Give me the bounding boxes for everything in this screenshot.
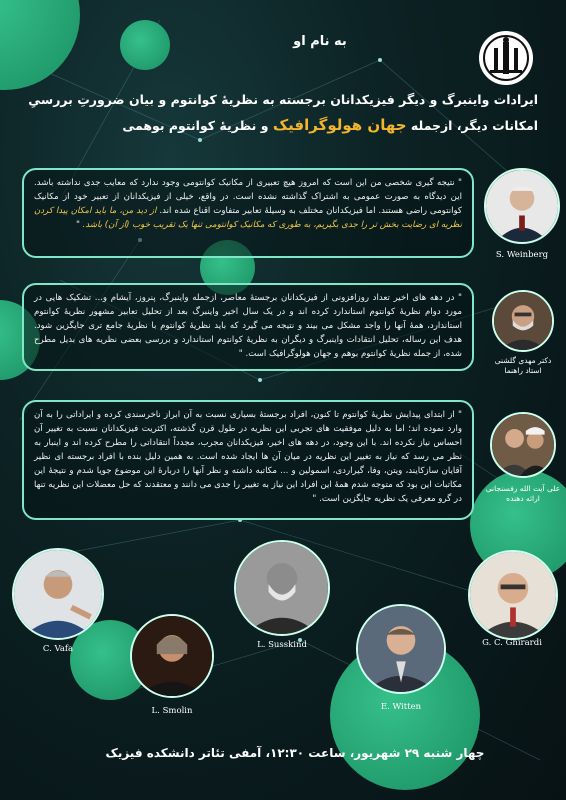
caption-vafa: C. Vafa xyxy=(42,644,74,654)
quote-weinberg-text: " نتیجه گیری شخصی من این است که امروز هیچ تعبیری از مکانیک کوانتومی وجود ندارد که معایب جدی نداشته باشد. این دیدگاه به صورت عمومی به اشتراک گذاشته نشده است. در واقع، خیلی از فیزیکدانان از تعبیر خود از مکانیک کوانتومی راضی هستند. اما فیزیکدانان مختلف به وسیلۀ تعابیر متفاوت اقناع شده اند. xyxy=(34,178,463,216)
caption-susskind: L. Susskind xyxy=(257,640,307,650)
portrait-golshani xyxy=(492,290,554,352)
caption-golshani-name: دکتر مهدی گلشنی xyxy=(494,356,552,365)
caption-rafsanjani-name: علی آیت الله رفسنجانی xyxy=(485,484,561,493)
caption-smolin: L. Smolin xyxy=(151,706,193,716)
portrait-witten xyxy=(356,604,446,694)
title-highlight: جهان هولوگرافیک xyxy=(272,116,407,134)
title-line-2-suffix: و نظریۀ کوانتوم بوهمی xyxy=(122,118,269,133)
caption-golshani-role: استاد راهنما xyxy=(504,366,542,375)
portrait-weinberg xyxy=(484,168,560,244)
quote-weinberg xyxy=(22,168,474,258)
title-line-1: ایرادات واینبرگ و دیگر فیزیکدانان برجسته به نظریۀ کوانتوم و بیان ضرورتِ بررسیِ xyxy=(28,92,538,107)
bismillah: به نام او xyxy=(293,34,347,49)
quote-rafsanjani: " از ابتدای پیدایش نظریۀ کوانتوم تا کنون، افراد برجستۀ بسیاری نسبت به آن ابراز ناخرسندی کرده و ایراداتی را به آن وارد نموده اند؛ اما به دلیل موفقیت های تجربی این نظریه در طول قرن گذشته، اکثریت فیزیکدانان نسبت به تغییر آن احساس نیاز نکرده اند. با این وجود، در دهه های اخیر، فیزیکدانان مجرب، مجدداً انتقاداتی را مطرح کرده اند و اینبار به نظر می رسد که نیاز به تغییر این نظریه در میان آن ها ایجاد شده است. به همین دلیل بنده با افراد برجسته ای نظیر آقایان سازکایند، ویتن، وفا، گیراردی، اسمولین و ... مکاتبه داشته و نظر آنها را دربارۀ این موضوع جویا شدم و نتیجۀ این مکاتبات این بود که متوجه شدم همۀ این افراد این نیاز به تغییر را جدی می دانند و معتقدند که حل معضلات این نظریه تنها در گرو معرفی یک نظریه جایگزین است. " xyxy=(22,400,474,520)
quote-golshani: " در دهه های اخیر تعداد روزافزونی از فیزیکدانان برجستۀ معاصر، ازجمله واینبرگ، پنروز، آیشام و... تشکیک هایی در مورد دوام نظریۀ کوانتوم استاندارد کرده اند و در یک سال اخیر واینبرگ بعد از تحلیل تعابیر مشهور نظریۀ کوانتوم استاندارد، همۀ آنها را واجد مشکل می بیند و نتیجه می گیرد که باید نظریۀ کوانتوم با نظریۀ جامع تری جایگزین شود. هدف این رساله، تحلیل انتقادات واینبرگ و دیگران به نظریۀ کوانتوم استاندارد و بررسی بعضی نظریه های بدیل مطرح شده، از جمله نظریۀ کوانتوم بوهم و جهان هولوگرافیک است. " xyxy=(22,283,474,371)
title-line-2 xyxy=(18,116,538,134)
quote-weinberg-end: " xyxy=(75,220,80,230)
caption-ghirardi: G. C. Ghirardi xyxy=(482,638,542,648)
caption-witten: E. Witten xyxy=(380,702,422,712)
university-logo xyxy=(478,30,534,86)
event-info: چهار شنبه ۲۹ شهریور، ساعت ۱۲:۳۰، آمفی تئاتر دانشکده فیزیک xyxy=(105,746,485,760)
title-line-2-prefix: امکانات دیگر، ازجمله xyxy=(410,118,538,133)
caption-golshani xyxy=(486,356,560,376)
portrait-susskind xyxy=(234,540,330,636)
portrait-vafa xyxy=(12,548,104,640)
portrait-smolin xyxy=(130,614,214,698)
portrait-rafsanjani xyxy=(490,412,556,478)
decor-circle xyxy=(120,20,170,70)
caption-weinberg: S. Weinberg xyxy=(495,250,549,260)
portrait-ghirardi xyxy=(468,550,558,640)
caption-rafsanjani xyxy=(484,484,562,504)
quote-weinberg-highlight: از دید من، ما باید امکان پیدا کردن نظریه ای رضایت بخش تر را جدی بگیریم، به طوری که مکانیک کوانتومی تنها یک تقریب خوب (از آن) باشد. xyxy=(34,206,462,230)
caption-rafsanjani-role: ارائه دهنده xyxy=(506,494,540,503)
